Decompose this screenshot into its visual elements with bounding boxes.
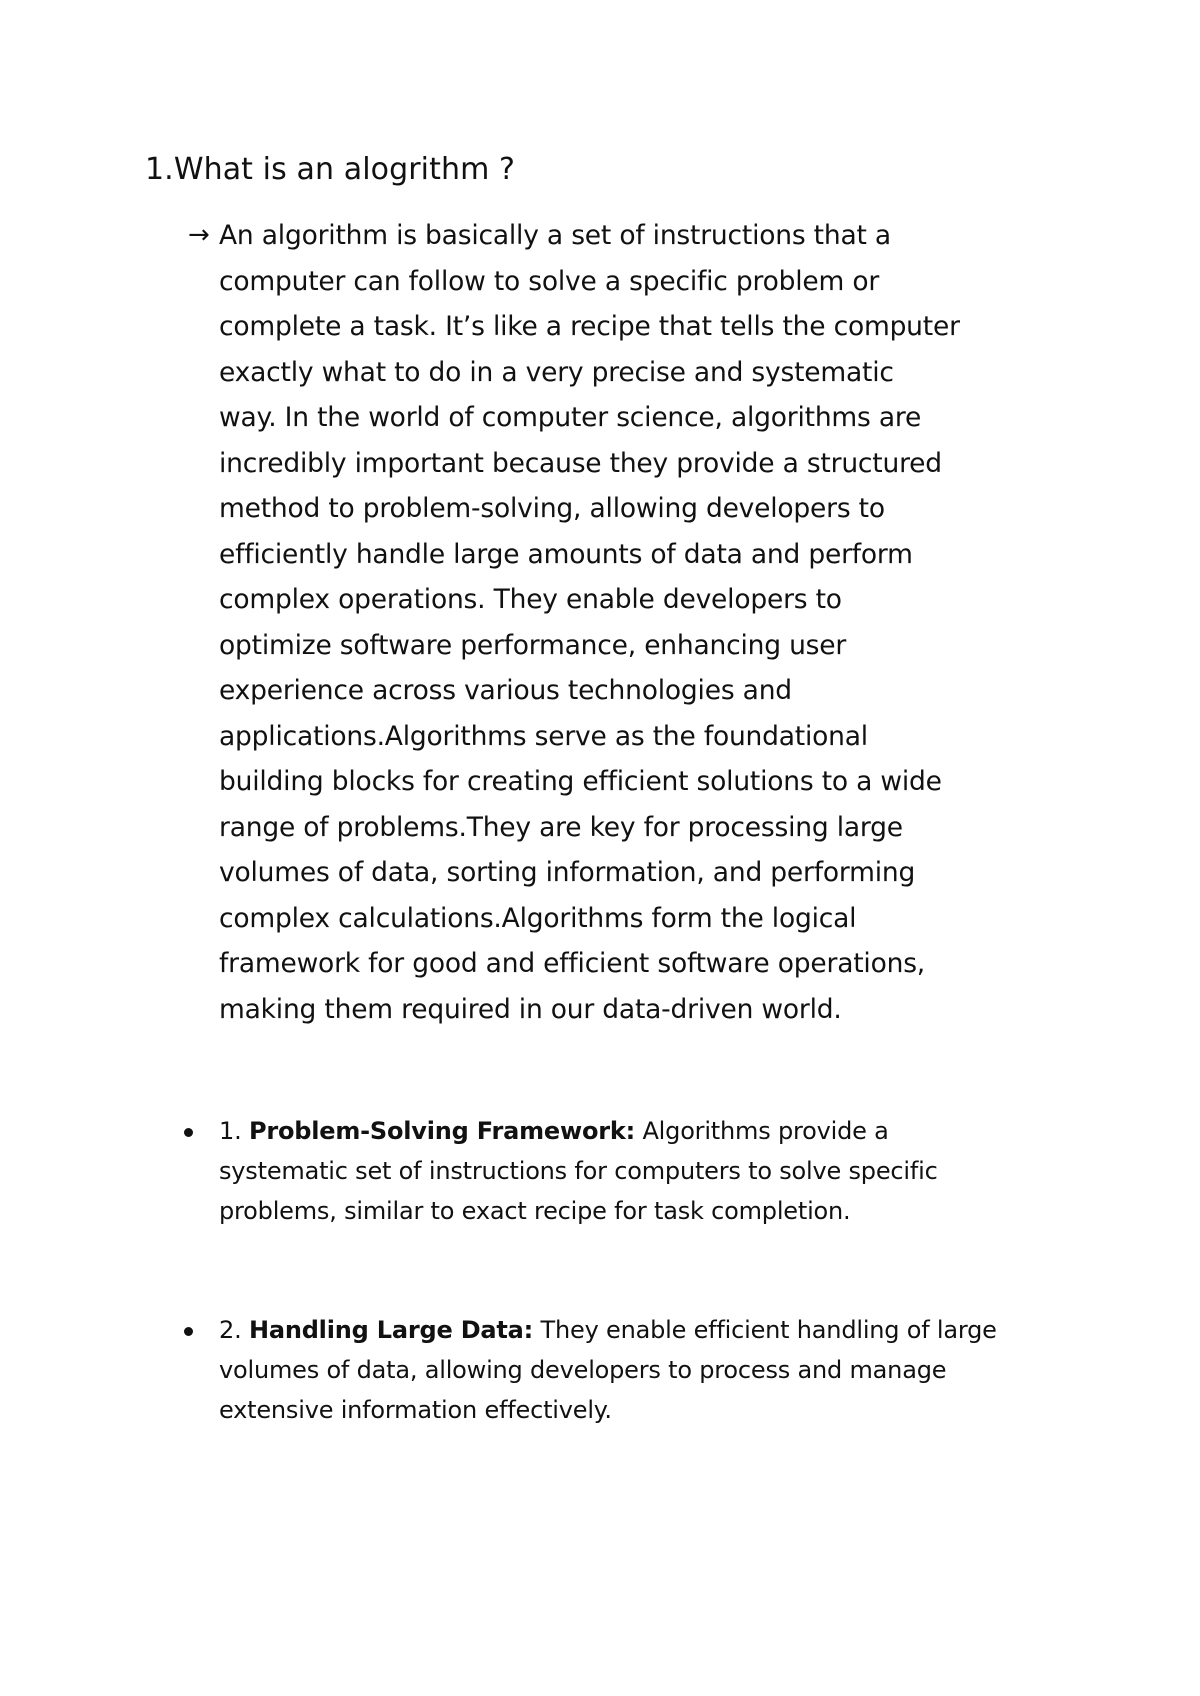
bullet-text: They enable efficient handling of large bbox=[540, 1316, 997, 1344]
bullet-text: Algorithms provide a bbox=[642, 1117, 889, 1145]
answer-line: way. In the world of computer science, algorithms are bbox=[219, 402, 922, 433]
answer-line: building blocks for creating efficient solutions to a wide bbox=[219, 766, 942, 797]
bullet-text-line: problems, similar to exact recipe for task completion. bbox=[219, 1197, 851, 1225]
answer-line: complex operations. They enable developers to bbox=[219, 584, 842, 615]
bullet-first-line bbox=[219, 1310, 1080, 1350]
answer-line: An algorithm is basically a set of instructions that a bbox=[219, 220, 891, 251]
bullet-term: Handling Large Data: bbox=[248, 1316, 534, 1344]
bullet-item-large-data bbox=[180, 1310, 1080, 1430]
bullet-text-line: systematic set of instructions for computers to solve specific bbox=[219, 1157, 938, 1185]
answer-line: complex calculations.Algorithms form the logical bbox=[219, 902, 857, 934]
bullet-number: 1. bbox=[219, 1117, 242, 1145]
bullet-text-line: extensive information effectively. bbox=[219, 1396, 612, 1424]
answer-line: volumes of data, sorting information, and performing bbox=[219, 857, 916, 888]
answer-line: optimize software performance, enhancing user bbox=[219, 629, 847, 661]
answer-line: exactly what to do in a very precise and systematic bbox=[219, 356, 894, 388]
bullet-text-line: volumes of data, allowing developers to process and manage bbox=[219, 1356, 947, 1384]
answer-line: experience across various technologies and bbox=[219, 675, 792, 706]
answer-line: applications.Algorithms serve as the foundational bbox=[219, 720, 868, 752]
answer-line: efficiently handle large amounts of data and perform bbox=[219, 538, 913, 570]
question-heading: 1.What is an alogrithm ? bbox=[145, 152, 516, 187]
answer-line: making them required in our data-driven world. bbox=[219, 993, 842, 1025]
bullet-dot-icon bbox=[184, 1128, 193, 1137]
bullet-list bbox=[180, 1111, 1080, 1430]
answer-line: complete a task. It’s like a recipe that tells the computer bbox=[219, 311, 960, 342]
answer-line: incredibly important because they provide a structured bbox=[219, 447, 942, 479]
answer-line: method to problem-solving, allowing developers to bbox=[219, 493, 885, 524]
bullet-first-line bbox=[219, 1111, 1080, 1151]
answer-line: range of problems.They are key for processing large bbox=[219, 811, 903, 843]
bullet-dot-icon bbox=[184, 1327, 193, 1336]
answer-paragraph bbox=[219, 213, 1079, 1032]
answer-line: computer can follow to solve a specific problem or bbox=[219, 265, 880, 297]
right-arrow-icon: → bbox=[188, 220, 210, 250]
bullet-number: 2. bbox=[219, 1316, 242, 1344]
bullet-item-problem-solving bbox=[180, 1111, 1080, 1231]
answer-line: framework for good and efficient software operations, bbox=[219, 948, 926, 979]
bullet-term: Problem-Solving Framework: bbox=[248, 1117, 636, 1145]
